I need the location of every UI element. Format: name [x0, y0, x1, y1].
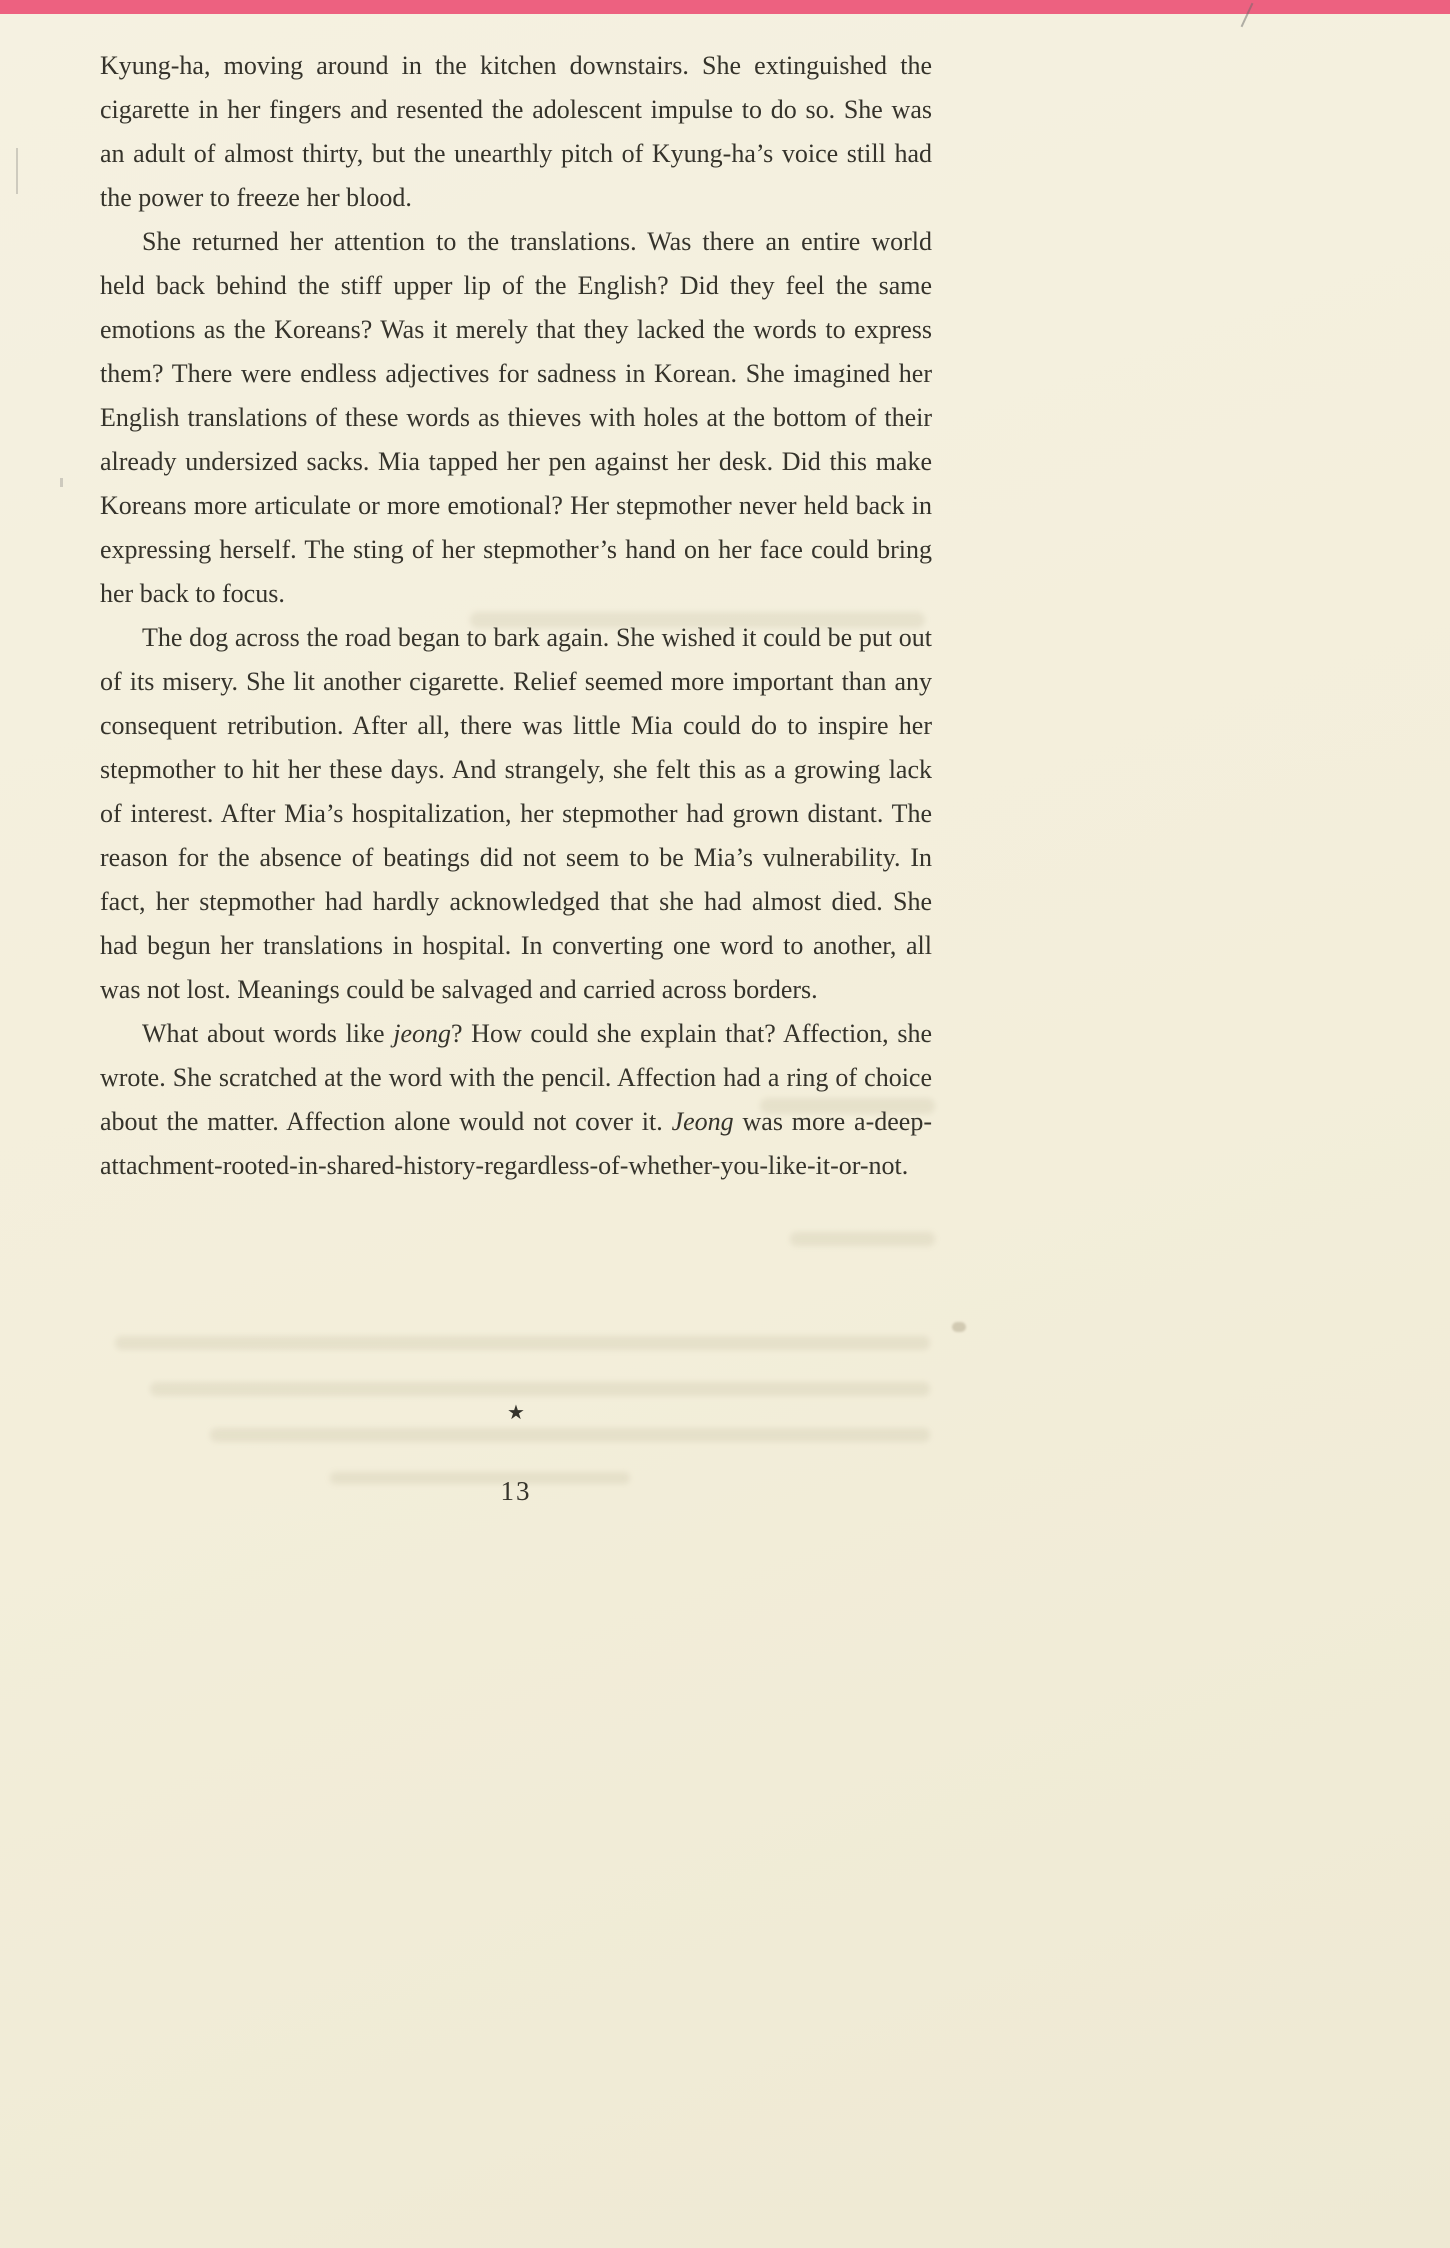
scan-artifact	[16, 148, 18, 194]
page-number: 13	[500, 1476, 532, 1506]
page-text	[100, 44, 932, 1188]
ink-spot	[952, 1322, 966, 1332]
showthrough-smudge	[115, 1336, 930, 1350]
text-segment: She returned her attention to the translations. Was there an entire world held back behind the stiff upper lip of the English? Did they feel the same emotions as the Koreans? Was it merely that they lacked the words to express them? There were endless adjectives for sadness in Korean. She imagined her English translations of these words as thieves with holes at the bottom of their already undersized sacks. Mia tapped her pen against her desk. Did this make Koreans more articulate or more emotional? Her stepmother never held back in expressing herself. The sting of her stepmother’s hand on her face could bring her back to focus.	[100, 227, 932, 608]
text-segment: was more a-deep-attachment-rooted-in-shared-history-regardless-of-whether-you-like-it-or-not.	[100, 1107, 932, 1180]
text-segment: The dog across the road began to bark again. She wished it could be put out of its misery. She lit another cigarette. Relief seemed more important than any consequent retribution. After all, there was little Mia could do to inspire her stepmother to hit her these days. And strangely, she felt this as a growing lack of interest. After Mia’s hospitalization, her stepmother had grown distant. The reason for the absence of beatings did not seem to be Mia’s vulnerability. In fact, her stepmother had hardly acknowledged that she had almost died. She had begun her translations in hospital. In converting one word to another, all was not lost. Meanings could be salvaged and carried across borders.	[100, 623, 932, 1004]
paragraph	[100, 616, 932, 1012]
text-segment: What about words like	[142, 1019, 394, 1048]
showthrough-smudge	[790, 1232, 935, 1246]
text-segment: Kyung-ha, moving around in the kitchen downstairs. She extinguished the cigarette in her fingers and resented the adolescent impulse to do so. She was an adult of almost thirty, but the unearthly pitch of Kyung-ha’s voice still had the power to freeze her blood.	[100, 51, 932, 212]
section-separator-star: ★	[507, 1402, 525, 1424]
page-top-edge	[0, 0, 1450, 14]
showthrough-smudge	[150, 1382, 930, 1396]
italic-term: Jeong	[671, 1107, 734, 1136]
text-segment: ? How could she explain that? Affection, she wrote. She scratched at the word with the pencil. Affection had a ring of choice about the matter. Affection alone would not cover it.	[100, 1019, 932, 1136]
italic-term: jeong	[393, 1019, 451, 1048]
showthrough-smudge	[210, 1428, 930, 1442]
paragraph	[100, 220, 932, 616]
paragraph	[100, 1012, 932, 1188]
paragraph	[100, 44, 932, 220]
scan-artifact	[60, 478, 63, 487]
